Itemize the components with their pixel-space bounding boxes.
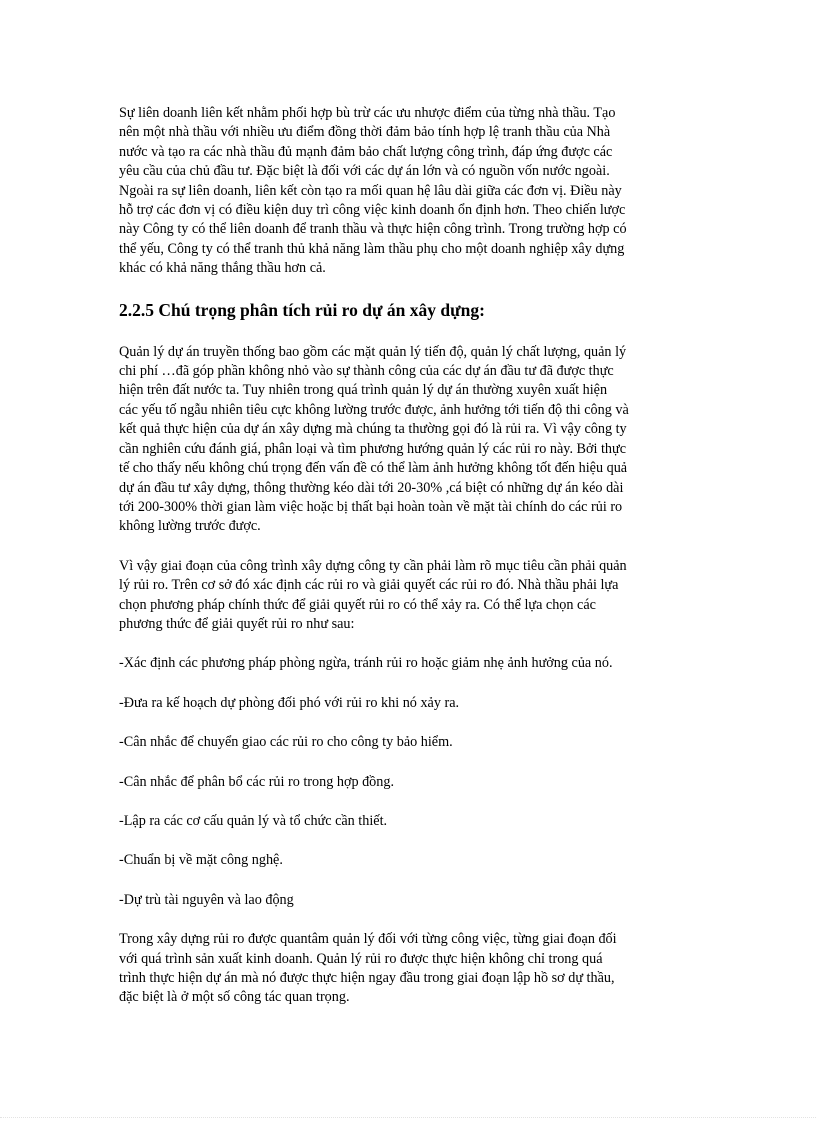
- paragraph-closing: [119, 930, 699, 1008]
- text-line: yêu cầu của chủ đầu tư. Đặc biệt là đối với các dự án lớn và có nguồn vốn nước ngoài.: [119, 163, 610, 180]
- paragraph-intro: [119, 104, 699, 279]
- text-line: cần nghiên cứu đánh giá, phân loại và tìm phương hướng quản lý các rủi ro này. Bởi thực: [119, 440, 627, 457]
- section-heading: 2.2.5 Chú trọng phân tích rủi ro dự án xây dựng:: [119, 299, 485, 320]
- text-line: các yếu tố ngẫu nhiên tiêu cực không lường trước được, ảnh hưởng tới tiến độ thi công và: [119, 401, 629, 418]
- list-item: -Lập ra các cơ cấu quản lý và tổ chức cần thiết.: [119, 812, 388, 829]
- text-line: nên một nhà thầu với nhiều ưu điểm đồng thời đảm bảo tính hợp lệ tranh thầu của Nhà: [119, 124, 611, 141]
- text-line: nước và tạo ra các nhà thầu đủ mạnh đảm bảo chất lượng công trình, đáp ứng được các: [119, 143, 613, 160]
- text-line: khác có khả năng thắng thầu hơn cả.: [119, 260, 326, 277]
- list-item: -Xác định các phương pháp phòng ngừa, tránh rủi ro hoặc giảm nhẹ ảnh hưởng của nó.: [119, 655, 613, 672]
- text-line: chọn phương pháp chính thức để giải quyết rủi ro có thể xảy ra. Có thể lựa chọn các: [119, 596, 596, 613]
- text-line: kết quả thực hiện của dự án xây dựng mà chúng ta thường gọi đó là rủi ra. Vì vậy công ty: [119, 421, 627, 438]
- text-line: hỗ trợ các đơn vị có điều kiện duy trì công việc kinh doanh ổn định hơn. Theo chiến lược: [119, 202, 626, 219]
- page-bottom-divider: [0, 1117, 816, 1119]
- paragraph-risk: [119, 343, 699, 537]
- text-line: hiện trên đất nước ta. Tuy nhiên trong quá trình quản lý dự án thường xuyên xuất hiện: [119, 382, 608, 399]
- list-item: -Dự trù tài nguyên và lao động: [119, 891, 294, 908]
- text-line: chi phí …đã góp phần không nhỏ vào sự thành công của các dự án đầu tư đã được thực: [119, 363, 614, 380]
- text-line: tới 200-300% thời gian làm việc hoặc bị thất bại hoàn toàn về mặt tài chính do các rủi ro: [119, 498, 623, 515]
- text-line: đặc biệt là ở một số công tác quan trọng.: [119, 989, 350, 1006]
- text-line: dự án đầu tư xây dựng, thông thường kéo dài tới 20-30% ,cá biệt có những dự án kéo dài: [119, 479, 624, 496]
- text-line: trình thực hiện dự án mà nó được thực hiện ngay đầu trong giai đoạn lập hồ sơ dự thầu,: [119, 970, 615, 986]
- text-line: Vì vậy giai đoạn của công trình xây dựng công ty cần phải làm rõ mục tiêu cần phải quản: [119, 557, 627, 574]
- text-line: thể yếu, Công ty có thể tranh thủ khả năng làm thầu phụ cho một doanh nghiệp xây dựng: [119, 240, 625, 257]
- text-line: Ngoài ra sự liên doanh, liên kết còn tạo ra mối quan hệ lâu dài giữa các đơn vị. Điều này: [119, 182, 622, 199]
- list-item: -Chuẩn bị về mặt công nghệ.: [119, 852, 283, 869]
- text-line: Quản lý dự án truyền thống bao gồm các mặt quản lý tiến độ, quản lý chất lượng, quản lý: [119, 343, 627, 360]
- list-item: -Cân nhắc để chuyển giao các rủi ro cho công ty bảo hiểm.: [119, 734, 453, 751]
- document-page: [119, 104, 699, 1008]
- list-item: -Cân nhắc để phân bổ các rủi ro trong hợp đồng.: [119, 773, 395, 790]
- text-line: Trong xây dựng rủi ro được quantâm quản lý đối với từng công việc, từng giai đoạn đối: [119, 931, 617, 948]
- text-line: này Công ty có thể liên doanh để tranh thầu và thực hiện công trình. Trong trường hợp có: [119, 221, 627, 238]
- paragraph-methods: [119, 557, 699, 635]
- list-item: -Đưa ra kế hoạch dự phòng đối phó với rủi ro khi nó xảy ra.: [119, 694, 460, 711]
- text-line: tế cho thấy nếu không chú trọng đến vấn đề có thể làm ảnh hưởng không tốt đến hiệu quả: [119, 460, 628, 477]
- text-line: Sự liên doanh liên kết nhằm phối hợp bù trừ các ưu nhược điểm của từng nhà thầu. Tạo: [119, 105, 616, 121]
- text-line: phương thức để giải quyết rủi ro như sau:: [119, 615, 355, 632]
- text-line: với quá trình sản xuất kinh doanh. Quản lý rủi ro được thực hiện không chỉ trong quá: [119, 950, 603, 967]
- text-line: lý rủi ro. Trên cơ sở đó xác định các rủi ro và giải quyết các rủi ro đó. Nhà thầu phải lựa: [119, 577, 619, 594]
- text-line: không lường trước được.: [119, 518, 261, 535]
